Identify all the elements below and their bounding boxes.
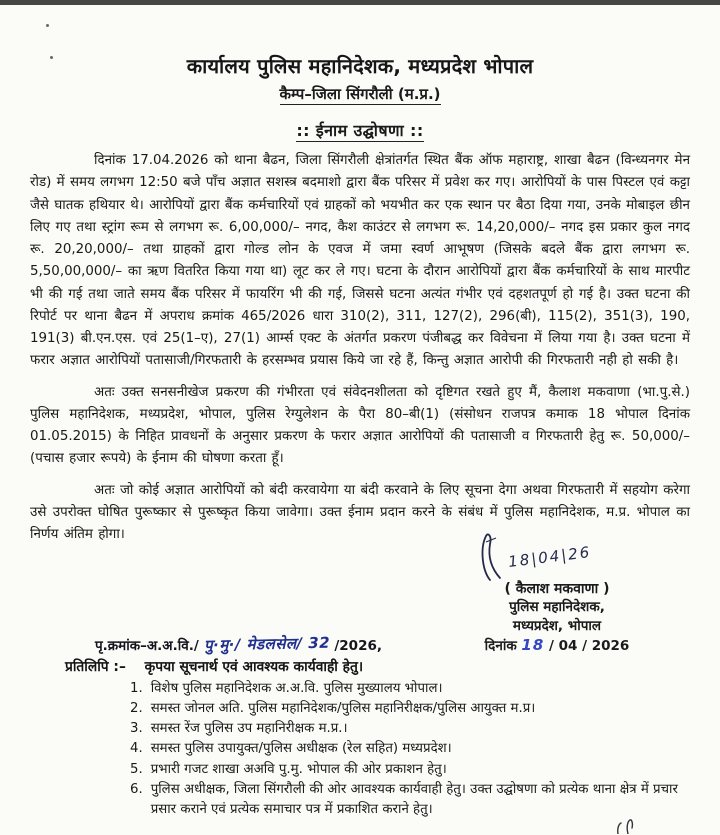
- copy-to-list: [30, 679, 690, 820]
- handwritten-reference: पु·मु·/ मेडलसेल/ 32: [203, 633, 330, 655]
- signature-scribble-row: [462, 532, 652, 580]
- copy-to-label: प्रतिलिपि :–: [65, 658, 126, 675]
- office-title: कार्यालय पुलिस महानिदेशक, मध्यप्रदेश भोपाल: [186, 54, 534, 78]
- handwritten-date-note: 18|04|26: [507, 543, 593, 572]
- signature-block: [462, 543, 652, 656]
- reference-prefix: पृ.क्रमांक–अ.अ.वि./: [95, 637, 199, 654]
- reference-suffix: /2026,: [334, 637, 382, 654]
- partial-signature-mark: [612, 818, 646, 835]
- signatory-designation: पुलिस महानिदेशक,: [509, 599, 605, 616]
- copy-to-heading: [65, 657, 690, 676]
- notice-title: :: ईनाम उद्घोषणा ::: [296, 121, 424, 140]
- handwritten-signature-icon: [470, 532, 512, 582]
- camp-subtitle: कैम्प–जिला सिंगरौली (म.प्र.): [279, 85, 441, 103]
- paragraph-reward-declaration: अतः उक्त सनसनीखेज प्रकरण की गंभीरता एवं संवेदनशीलता को दृष्टिगत रखते हुए मैं, कैलाश मकवाणा (भा.पु.से.) पुलिस महानिदेशक, मध्यप्रदेश, भोपाल, पुलिस रेग्युलेशन के पैरा 80–बी(1) (संसोधन राजपत्र कमाक 18 भोपाल दिनांक 01.05.2015) के निहित प्रावधनों के अनुसार प्रकरण के फरार अज्ञात आरोपियों की पतासाजी व गिरफतारी हेतु रू. 50,000/–(पचास हजार रूपये) के ईनाम की घोषणा करता हूँ।: [30, 384, 690, 467]
- list-item: 1. विशेष पुलिस महानिदेशक अ.अ.वि. पुलिस मुख्यालय भोपाल।: [130, 680, 443, 696]
- date-rest: / 04 / 2026: [548, 637, 630, 654]
- list-item: 2. समस्त जोनल अति. पुलिस महानिदेशक/पुलिस महानिरीक्षक/पुलिस आयुक्त म.प्र।: [130, 701, 536, 717]
- list-item: 5. प्रभारी गजट शाखा अअवि पु.मु. भोपाल की ओर प्रकाशन हेतु।: [130, 761, 447, 777]
- signature-area: [30, 543, 652, 656]
- handwritten-day: 18: [521, 635, 545, 654]
- list-item: 6. पुलिस अधीक्षक, जिला सिंगरौली की ओर आवश्यक कार्यवाही हेतु। उक्त उद्घोषणा को प्रत्येक थाना क्षेत्र में प्रचार प्रसार कराने एवं प्रत्येक समाचार पत्र में प्रकाशित कराने हेतु।: [130, 781, 678, 818]
- date-label: दिनांक: [484, 637, 517, 654]
- signature-date-line: [462, 635, 652, 656]
- signatory-location: मध्यप्रदेश, भोपाल: [512, 617, 602, 634]
- list-item: 4. समस्त पुलिस उपायुक्त/पुलिस अधीक्षक (रेल सहित) मध्यप्रदेश।: [130, 741, 452, 757]
- list-item: 3. समस्त रेंज पुलिस उप महानिरीक्षक म.प्र.।: [130, 721, 348, 737]
- copy-to-purpose: कृपया सूचनार्थ एवं आवश्यक कार्यवाही हेतु।: [144, 658, 364, 675]
- paragraph-reward-conditions: अतः जो कोई अज्ञात आरोपियों को बंदी करवायेगा या बंदी करवाने के लिए सूचना देगा अथवा गिरफतारी में सहयोग करेगा उसे उपरोक्त घोषित पुरूष्कार से पुरूष्कृत किया जावेगा। उक्त ईनाम प्रदान करने के संबंध में पुलिस महानिदेशक, म.प्र. भोपाल का निर्णय अंतिम होगा।: [30, 482, 690, 542]
- signatory-name: ( कैलाश मकवाणा ): [504, 581, 610, 598]
- paragraph-incident-details: दिनांक 17.04.2026 को थाना बैढन, जिला सिंगरौली क्षेत्रांतर्गत स्थित बैंक ऑफ महाराष्ट्र, शाखा बैढन (विन्ध्यनगर मेन रोड) में समय लगभग 12:50 बजे पाँच अज्ञात सशस्त्र बदमाशो द्वारा बैंक परिसर में प्रवेश कर गए। आरोपियों के पास पिस्टल एवं कट्टा जैसे घातक हथियार थे। आरोपियों द्वारा बैंक कर्मचारियों एवं ग्राहकों को भयभीत कर एक स्थान पर बैठा दिया गया, उनके मोबाइल छीन लिए गए तथा स्ट्रांग रूम से लगभग रू. 6,00,000/– नगद, कैश काउंटर से लगभग रू. 14,20,000/– नगद इस प्रकार कुल नगद रू. 20,20,000/– तथा ग्राहकों द्वारा गोल्ड लोन के एवज में जमा स्वर्ण आभूषण (जिसके बदले बैंक द्वारा लगभग रू. 5,50,00,000/– का ऋण वितरित किया गया था) लूट कर ले गए। घटना के दौरान आरोपियों द्वारा बैंक कर्मचारियों के साथ मारपीट भी की गई तथा जाते समय बैंक परिसर में फायरिंग भी की गई, जिससे घटना अत्यंत गंभीर एवं दहशतपूर्ण हो गई है। उक्त घटना की रिपोर्ट पर थाना बैढन में अपराध क्रमांक 465/2026 धारा 310(2), 311, 127(2), 296(बी), 115(2), 351(3), 190, 191(3) बी.एन.एस. एवं 25(1–ए), 27(1) आर्म्स एक्ट के अंतर्गत प्रकरण पंजीबद्ध कर विवेचना में लिया गया है। उक्त घटना में फरार अज्ञात आरोपियों पतासाजी/गिरफतारी के हरसम्भव प्रयास किये जा रहे हैं, किन्तु अज्ञात आरोपी की गिरफतारी नही हो सकी है।: [30, 153, 690, 369]
